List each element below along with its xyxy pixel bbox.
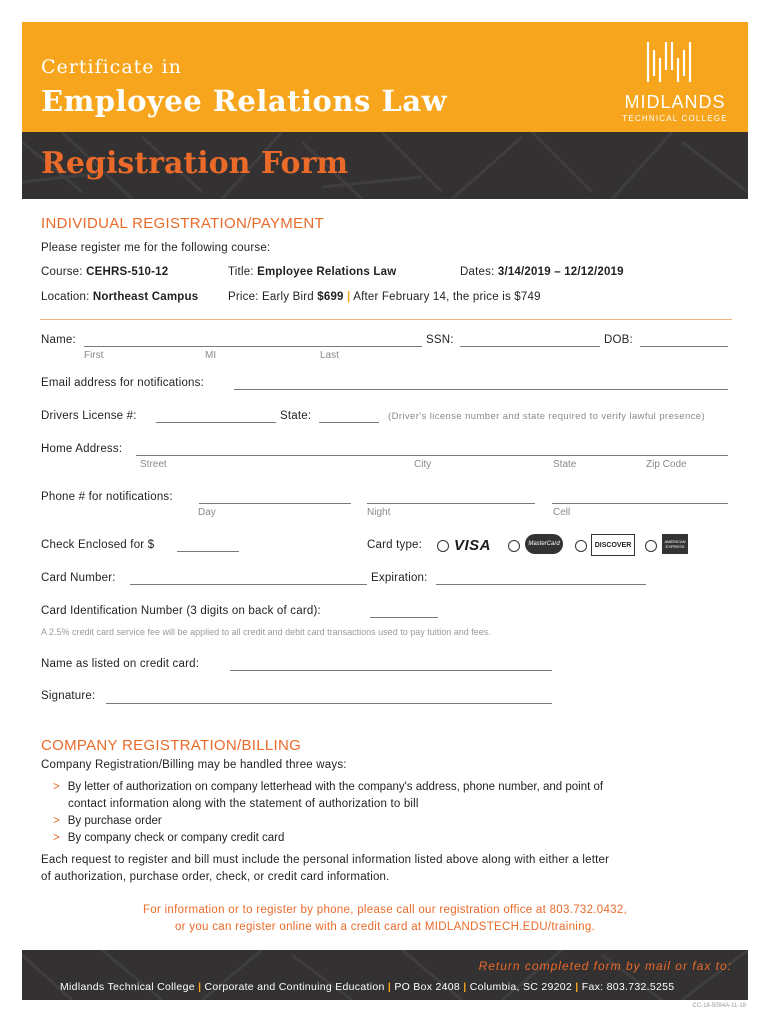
dob-field[interactable] <box>640 346 728 347</box>
info-line-2: or you can register online with a credit card at MIDLANDSTECH.EDU/training. <box>174 921 596 933</box>
drivers-license-note: (Driver's license number and state required to verify lawful presence) <box>388 411 706 422</box>
bullet-item <box>53 832 284 844</box>
bullet-item <box>53 781 603 793</box>
price-after: After February 14, the price is $749 <box>353 291 541 303</box>
bullet-marker: > <box>53 815 60 827</box>
name-label: Name: <box>41 334 76 346</box>
check-enclosed-label: Check Enclosed for $ <box>41 539 155 551</box>
city-zip: Columbia, SC 29202 <box>469 981 573 993</box>
city-hint: City <box>414 459 432 470</box>
home-address-field[interactable] <box>136 455 728 456</box>
drivers-license-field[interactable] <box>156 422 276 423</box>
signature-field[interactable] <box>106 703 552 704</box>
dob-label: DOB: <box>604 334 633 346</box>
return-form-text: Return completed form by mail or fax to: <box>478 959 732 973</box>
card-number-field[interactable] <box>130 584 367 585</box>
check-amount-field[interactable] <box>177 551 239 552</box>
dates-value: 3/14/2019 – 12/12/2019 <box>497 266 624 278</box>
day-hint: Day <box>198 507 216 518</box>
ssn-label: SSN: <box>426 334 454 346</box>
cin-label: Card Identification Number (3 digits on back of card): <box>41 605 321 617</box>
mailing-address <box>60 981 674 993</box>
title-band <box>22 132 748 199</box>
title-value: Employee Relations Law <box>257 266 397 278</box>
first-hint: First <box>84 350 104 361</box>
drivers-license-label: Drivers License #: <box>41 410 137 422</box>
price-line <box>228 291 541 303</box>
section-divider <box>40 319 732 320</box>
bullet-item <box>53 815 162 827</box>
registration-form-title: Registration Form <box>41 146 349 181</box>
footer-separator: | <box>575 981 579 993</box>
midlands-logo <box>612 36 742 126</box>
amex-line1: AMERICAN <box>664 539 686 544</box>
discover-logo: DISCOVER <box>591 534 635 556</box>
dates-line <box>460 266 624 278</box>
company-intro: Company Registration/Billing may be handled three ways: <box>41 759 347 771</box>
phone-label: Phone # for notifications: <box>41 491 173 503</box>
location-line <box>41 291 198 303</box>
last-hint: Last <box>320 350 339 361</box>
logo-bars-icon <box>646 40 692 84</box>
price-early-bird: $699 <box>317 291 344 303</box>
price-separator: | <box>347 291 351 303</box>
mastercard-radio[interactable] <box>508 540 520 552</box>
request-line-1: Each request to register and bill must include the personal information listed above along with either a letter <box>41 854 610 866</box>
logo-name: MIDLANDS <box>624 92 726 112</box>
title-label: Title: <box>228 266 254 278</box>
state-hint: State <box>553 459 577 470</box>
company-billing-heading: COMPANY REGISTRATION/BILLING <box>41 737 302 754</box>
state-label: State: <box>280 410 312 422</box>
footer-band <box>22 950 748 1000</box>
course-label: Course: <box>41 266 83 278</box>
dates-label: Dates: <box>460 266 495 278</box>
certificate-in-label: Certificate in <box>41 56 182 78</box>
name-on-card-label: Name as listed on credit card: <box>41 658 200 670</box>
course-value: CEHRS-510-12 <box>86 266 169 278</box>
discover-radio[interactable] <box>575 540 587 552</box>
signature-label: Signature: <box>41 690 96 702</box>
amex-logo <box>662 534 688 554</box>
home-address-label: Home Address: <box>41 443 123 455</box>
bullet-text: By letter of authorization on company letterhead with the company's address, phone number, and point of <box>67 781 604 793</box>
visa-logo: VISA <box>454 536 492 554</box>
card-type-label: Card type: <box>367 539 423 551</box>
bullet-marker: > <box>53 781 60 793</box>
mastercard-logo: MasterCard <box>525 534 563 554</box>
expiration-label: Expiration: <box>371 572 428 584</box>
header-banner <box>22 22 748 132</box>
mi-hint: MI <box>205 350 217 361</box>
email-field[interactable] <box>234 389 728 390</box>
title-line <box>228 266 396 278</box>
footer-separator: | <box>387 981 392 993</box>
po-box: PO Box 2408 <box>394 981 461 993</box>
bullet-continuation: contact information along with the statement of authorization to bill <box>68 798 419 810</box>
price-label: Price: Early Bird <box>228 291 314 303</box>
footer-separator: | <box>463 981 467 993</box>
cin-field[interactable] <box>370 617 438 618</box>
email-label: Email address for notifications: <box>41 377 204 389</box>
street-hint: Street <box>140 459 167 470</box>
visa-radio[interactable] <box>437 540 449 552</box>
name-field[interactable] <box>84 346 422 347</box>
location-label: Location: <box>41 291 90 303</box>
night-hint: Night <box>367 507 391 518</box>
logo-subtitle: TECHNICAL COLLEGE <box>622 114 728 123</box>
fax-number: Fax: 803.732.5255 <box>581 981 675 993</box>
amex-line2: EXPRESS <box>665 544 685 549</box>
bullet-text: By purchase order <box>67 815 162 827</box>
phone-day-field[interactable] <box>199 503 351 504</box>
registration-form-page <box>22 22 748 1012</box>
org-name: Midlands Technical College <box>60 981 195 993</box>
zip-hint: Zip Code <box>646 459 687 470</box>
dept-name: Corporate and Continuing Education <box>204 981 385 993</box>
individual-registration-heading: INDIVIDUAL REGISTRATION/PAYMENT <box>41 215 324 232</box>
ssn-field[interactable] <box>460 346 600 347</box>
request-line-2: of authorization, purchase order, check, or credit card information. <box>41 871 390 883</box>
course-line <box>41 266 168 278</box>
phone-cell-field[interactable] <box>552 503 728 504</box>
bullet-marker: > <box>53 832 60 844</box>
amex-radio[interactable] <box>645 540 657 552</box>
intro-text: Please register me for the following course: <box>41 242 271 254</box>
expiration-field[interactable] <box>436 584 646 585</box>
location-value: Northeast Campus <box>92 291 199 303</box>
state-field[interactable] <box>319 422 379 423</box>
course-title: Employee Relations Law <box>41 84 448 118</box>
card-number-label: Card Number: <box>41 572 116 584</box>
form-number: CC-18-5094A-11-18 <box>692 1003 746 1009</box>
name-on-card-field[interactable] <box>230 670 552 671</box>
cell-hint: Cell <box>553 507 571 518</box>
footer-separator: | <box>198 981 202 993</box>
phone-night-field[interactable] <box>367 503 535 504</box>
info-line-1: For information or to register by phone, please call our registration office at 803.732.0432, <box>142 904 628 916</box>
bullet-text: By company check or company credit card <box>67 832 285 844</box>
fee-note: A 2.5% credit card service fee will be applied to all credit and debit card transactions used to pay tuition and fees. <box>41 627 491 637</box>
